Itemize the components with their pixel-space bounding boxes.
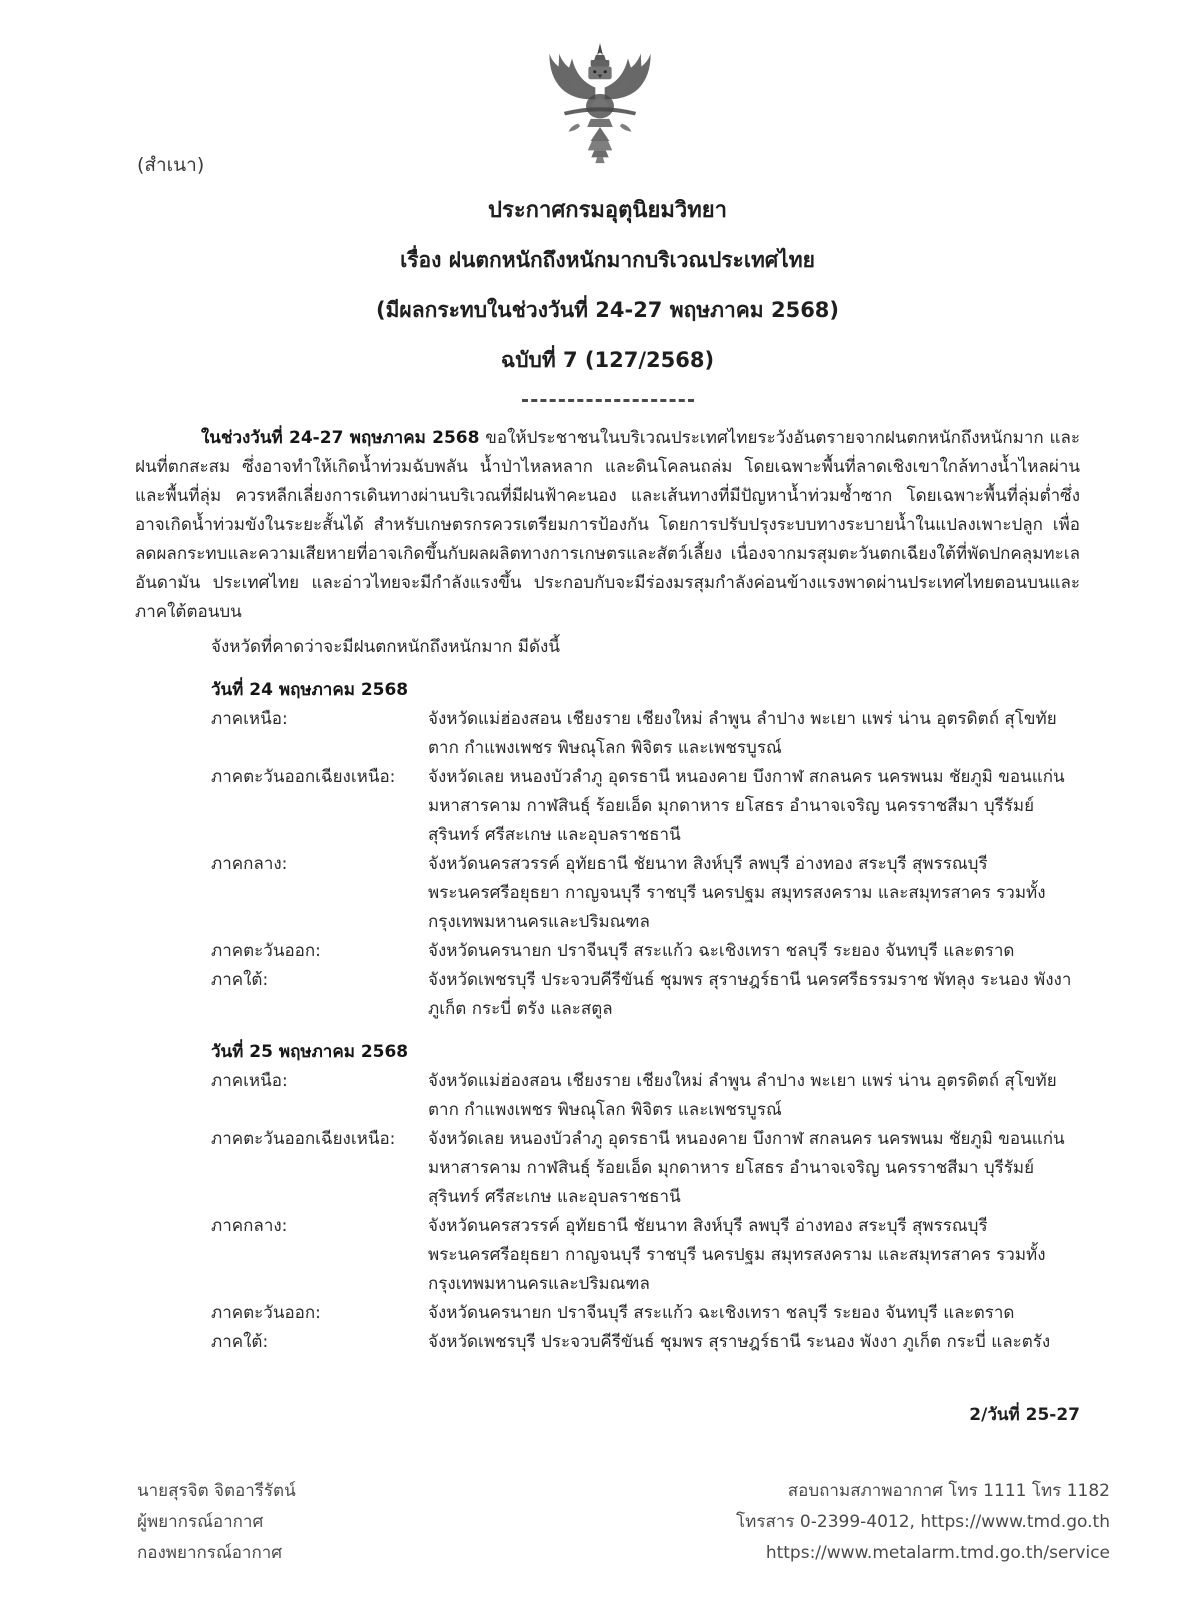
forecaster-role: ผู้พยากรณ์อากาศ — [137, 1512, 264, 1532]
page-continuation-marker: 2/วันที่ 25-27 — [969, 1405, 1080, 1425]
forecaster-division: กองพยากรณ์อากาศ — [137, 1543, 283, 1563]
region-label: ภาคตะวันออกเฉียงเหนือ: — [211, 767, 396, 787]
day-section-24-may — [135, 675, 1080, 1024]
region-provinces: จังหวัดแม่ฮ่องสอน เชียงราย เชียงใหม่ ลำพูน ลำปาง พะเยา แพร่ น่าน อุตรดิตถ์ สุโขทัย ตาก กำแพงเพชร พิษณุโลก พิจิตร และเพชรบูรณ์ — [428, 1071, 1057, 1120]
forecaster-name: นายสุรจิต จิตอารีรัตน์ — [137, 1481, 296, 1501]
intro-text: ขอให้ประชาชนในบริเวณประเทศไทยระวังอันตรายจากฝนตกหนักถึงหนักมาก และฝนที่ตกสะสม ซึ่งอาจทำให้เกิดน้ำท่วมฉับพลัน น้ำป่าไหลหลาก และดินโคลนถล่ม โดยเฉพาะพื้นที่ลาดเชิงเขาใกล้ทางน้ำไหลผ่าน และพื้นที่ลุ่ม ควรหลีกเลี่ยงการเดินทางผ่านบริเวณที่มีฝนฟ้าคะนอง และเส้นทางที่มีปัญหาน้ำท่วมซ้ำซาก โดยเฉพาะพื้นที่ลุ่มต่ำซึ่งอาจเกิดน้ำท่วมขังในระยะสั้นได้ สำหรับเกษตรกรควรเตรียมการป้องกัน โดยการปรับปรุงระบบทางระบายน้ำในแปลงเพาะปลูก เพื่อลดผลกระทบและความเสียหายที่อาจเกิดขึ้นกับผลผลิตทางการเกษตรและสัตว์เลี้ยง เนื่องจากมรสุมตะวันตกเฉียงใต้ที่พัดปกคลุมทะเลอันดามัน ประเทศไทย และอ่าวไทยจะมีกำลังแรงขึ้น ประกอบกับจะมีร่องมรสุมกำลังค่อนข้างแรงพาดผ่านประเทศไทยตอนบนและภาคใต้ตอนบน — [135, 428, 1080, 622]
region-label: ภาคตะวันออกเฉียงเหนือ: — [211, 1129, 396, 1149]
region-label: ภาคตะวันออก: — [211, 1303, 321, 1323]
region-provinces: จังหวัดนครนายก ปราจีนบุรี สระแก้ว ฉะเชิงเทรา ชลบุรี ระยอง จันทบุรี และตราด — [428, 941, 1015, 961]
document-footer — [0, 1476, 1200, 1611]
title-divider — [522, 399, 694, 402]
forecaster-block — [137, 1476, 296, 1569]
edition-number: ฉบับที่ 7 (127/2568) — [500, 348, 715, 372]
garuda-emblem-icon — [541, 42, 659, 176]
region-provinces: จังหวัดเพชรบุรี ประจวบคีรีขันธ์ ชุมพร สุราษฎร์ธานี ระนอง พังงา ภูเก็ต กระบี่ และตรัง — [428, 1332, 1051, 1352]
document-subject: เรื่อง ฝนตกหนักถึงหนักมากบริเวณประเทศไทย — [400, 248, 815, 272]
region-row-east — [135, 937, 1080, 966]
region-row-east — [135, 1299, 1080, 1328]
region-row-northeast — [135, 1125, 1080, 1212]
copy-label: (สำเนา) — [137, 154, 205, 176]
region-row-south — [135, 1328, 1080, 1357]
province-list-intro: จังหวัดที่คาดว่าจะมีฝนตกหนักถึงหนักมาก มีดังนี้ — [211, 637, 560, 657]
region-provinces: จังหวัดเลย หนองบัวลำภู อุดรธานี หนองคาย บึงกาฬ สกลนคร นครพนม ชัยภูมิ ขอนแก่น มหาสารคาม กาฬสินธุ์ ร้อยเอ็ด มุกดาหาร ยโสธร อำนาจเจริญ นครราชสีมา บุรีรัมย์ สุรินทร์ ศรีสะเกษ และอุบลราชธานี — [428, 767, 1065, 845]
contact-fax-web: โทรสาร 0-2399-4012, https://www.tmd.go.th — [736, 1512, 1110, 1532]
body-text — [135, 424, 1080, 662]
region-label: ภาคกลาง: — [211, 854, 288, 874]
region-label: ภาคใต้: — [211, 970, 269, 990]
contact-alert-url: https://www.metalarm.tmd.go.th/service — [765, 1543, 1110, 1563]
region-row-south — [135, 966, 1080, 1024]
region-label: ภาคตะวันออก: — [211, 941, 321, 961]
day-heading: วันที่ 24 พฤษภาคม 2568 — [211, 680, 409, 700]
region-provinces: จังหวัดนครนายก ปราจีนบุรี สระแก้ว ฉะเชิงเทรา ชลบุรี ระยอง จันทบุรี และตราด — [428, 1303, 1015, 1323]
title-block — [135, 192, 1080, 402]
region-label: ภาคเหนือ: — [211, 1071, 288, 1091]
region-label: ภาคกลาง: — [211, 1216, 288, 1236]
day-heading: วันที่ 25 พฤษภาคม 2568 — [211, 1042, 409, 1062]
region-label: ภาคเหนือ: — [211, 709, 288, 729]
region-row-north — [135, 705, 1080, 763]
region-row-north — [135, 1067, 1080, 1125]
contact-phone: สอบถามสภาพอากาศ โทร 1111 โทร 1182 — [787, 1481, 1110, 1501]
intro-paragraph — [135, 424, 1080, 627]
effective-period: (มีผลกระทบในช่วงวันที่ 24-27 พฤษภาคม 2568) — [375, 298, 840, 322]
contact-block — [736, 1476, 1110, 1569]
intro-date-range: ในช่วงวันที่ 24-27 พฤษภาคม 2568 — [201, 428, 480, 448]
region-row-northeast — [135, 763, 1080, 850]
day-section-25-may — [135, 1037, 1080, 1357]
region-label: ภาคใต้: — [211, 1332, 269, 1352]
region-row-central — [135, 850, 1080, 937]
document-title: ประกาศกรมอุตุนิยมวิทยา — [488, 198, 727, 223]
region-provinces: จังหวัดเพชรบุรี ประจวบคีรีขันธ์ ชุมพร สุราษฎร์ธานี นครศรีธรรมราช พัทลุง ระนอง พังงา ภูเก็ต กระบี่ ตรัง และสตูล — [428, 970, 1072, 1019]
region-provinces: จังหวัดนครสวรรค์ อุทัยธานี ชัยนาท สิงห์บุรี ลพบุรี อ่างทอง สระบุรี สุพรรณบุรี พระนครศรีอยุธยา กาญจนบุรี ราชบุรี นครปฐม สมุทรสงคราม และสมุทรสาคร รวมทั้งกรุงเทพมหานครและปริมณฑล — [428, 854, 1046, 932]
region-provinces: จังหวัดนครสวรรค์ อุทัยธานี ชัยนาท สิงห์บุรี ลพบุรี อ่างทอง สระบุรี สุพรรณบุรี พระนครศรีอยุธยา กาญจนบุรี ราชบุรี นครปฐม สมุทรสงคราม และสมุทรสาคร รวมทั้งกรุงเทพมหานครและปริมณฑล — [428, 1216, 1046, 1294]
document-content — [0, 192, 1200, 1428]
region-row-central — [135, 1212, 1080, 1299]
region-provinces: จังหวัดเลย หนองบัวลำภู อุดรธานี หนองคาย บึงกาฬ สกลนคร นครพนม ชัยภูมิ ขอนแก่น มหาสารคาม กาฬสินธุ์ ร้อยเอ็ด มุกดาหาร ยโสธร อำนาจเจริญ นครราชสีมา บุรีรัมย์ สุรินทร์ ศรีสะเกษ และอุบลราชธานี — [428, 1129, 1065, 1207]
region-provinces: จังหวัดแม่ฮ่องสอน เชียงราย เชียงใหม่ ลำพูน ลำปาง พะเยา แพร่ น่าน อุตรดิตถ์ สุโขทัย ตาก กำแพงเพชร พิษณุโลก พิจิตร และเพชรบูรณ์ — [428, 709, 1057, 758]
